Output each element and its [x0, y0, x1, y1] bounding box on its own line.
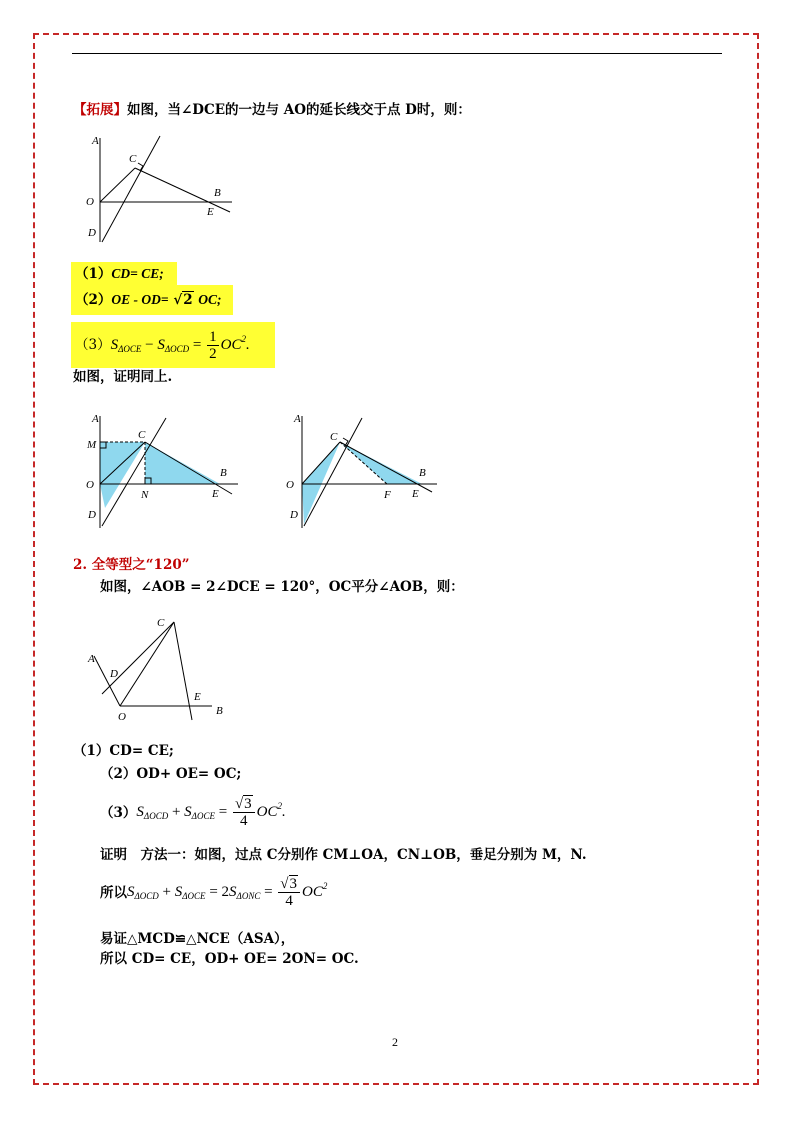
fig4-label-C: C: [157, 617, 165, 629]
fig4-label-A: A: [88, 653, 95, 665]
ext-item-1: （1）CD= CE;: [71, 262, 177, 286]
fig1-label-D: D: [88, 227, 96, 239]
figure-extension-proof-right: [282, 408, 452, 533]
section2-item-1: （1）CD= CE;: [73, 743, 174, 759]
fig3-label-F: F: [384, 489, 391, 501]
figure-120: [82, 610, 242, 725]
fig2-label-N: N: [141, 489, 149, 501]
fig1-label-A: A: [92, 135, 99, 147]
fig1-label-O: O: [86, 196, 94, 208]
fig4-label-B: B: [216, 705, 223, 717]
fig3-label-B: B: [419, 467, 426, 479]
figure-extension-main: [80, 130, 250, 250]
sqrt-symbol: √2: [173, 292, 193, 308]
header-rule: [72, 53, 722, 54]
page-number: 2: [392, 1035, 398, 1049]
fig4-label-E: E: [194, 691, 201, 703]
fig2-label-C: C: [138, 429, 146, 441]
fig1-label-C: C: [129, 153, 137, 165]
fig4-label-D: D: [110, 668, 118, 680]
fig1-label-B: B: [214, 187, 221, 199]
proof-line-2: 所以 $S_{\Delta OCD} + S_{\Delta OCE} = 2S_{\Delta ONC}$ = $\frac{√3}{4}$ $OC^2$: [100, 876, 328, 909]
fig2-label-E: E: [212, 488, 219, 500]
ext-item-3: （3） $S_{\Delta OCE} - S_{\Delta OCD}$ = $\frac{1}{2}$ $OC^2$.: [71, 322, 275, 368]
section2-heading: 2. 全等型之“120”: [73, 557, 190, 573]
fig3-label-O: O: [286, 479, 294, 491]
extension-label: 【拓展】: [73, 102, 127, 118]
fig2-label-D: D: [88, 509, 96, 521]
ext-item-2: （2）OE - OD= √2 OC;: [71, 285, 233, 315]
extension-intro-line: [73, 101, 471, 119]
fig2-label-A: A: [92, 413, 99, 425]
fig2-label-B: B: [220, 467, 227, 479]
fig3-label-E: E: [412, 488, 419, 500]
extension-intro: 如图，当∠DCE的一边与 AO的延长线交于点 D时，则：: [127, 102, 471, 118]
fig2-label-M: M: [87, 439, 97, 451]
figure-extension-proof-left: [80, 408, 250, 533]
fig3-label-C: C: [330, 431, 338, 443]
proof-line-3: 易证△MCD≌△NCE（ASA），: [100, 931, 295, 947]
fig3-label-D: D: [290, 509, 298, 521]
section2-intro: 如图，∠AOB = 2∠DCE = 120°，OC平分∠AOB，则：: [100, 579, 464, 595]
fig1-label-E: E: [207, 206, 214, 218]
fig3-label-A: A: [294, 413, 301, 425]
fig4-label-O: O: [118, 711, 126, 723]
fig2-label-O: O: [86, 479, 94, 491]
proof-line-1: 证明 方法一：如图，过点 C分别作 CM⊥OA，CN⊥OB，垂足分别为 M，N.: [100, 847, 587, 863]
section2-item-2: （2）OD+ OE= OC;: [100, 766, 242, 782]
ext-proof-same: 如图，证明同上.: [73, 369, 173, 385]
section2-item-3: （3） $S_{\Delta OCD} + S_{\Delta OCE}$ = $\frac{√3}{4}$ $OC^2$.: [100, 796, 286, 829]
proof-line-4: 所以 CD= CE，OD+ OE= 2ON= OC.: [100, 951, 359, 967]
